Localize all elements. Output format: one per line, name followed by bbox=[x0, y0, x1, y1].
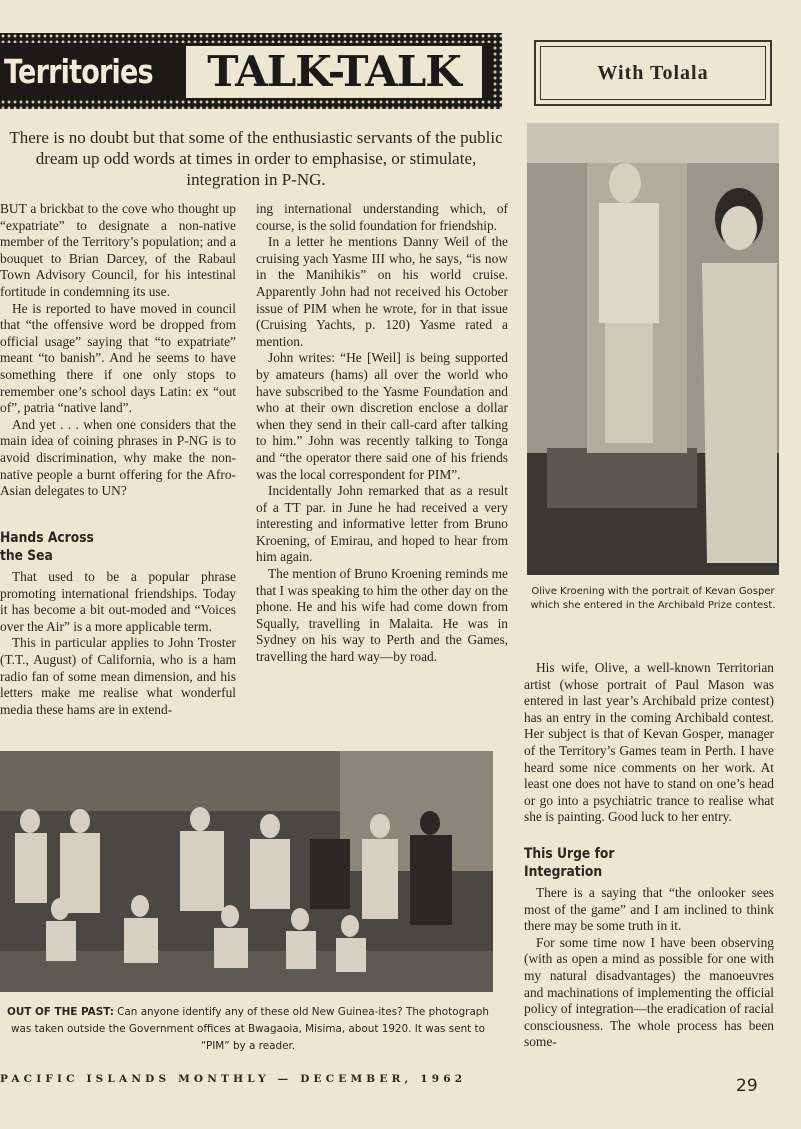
column-2 bbox=[256, 201, 508, 666]
page-number: 29 bbox=[736, 1076, 758, 1096]
column-3 bbox=[524, 660, 774, 826]
group-photo-caption bbox=[0, 1004, 496, 1055]
col1-paragraph: That used to be a popular phrase promoting international friendships. Today it has become a bit out-moded and “Voices over the Air” is a more applicable term. bbox=[0, 569, 236, 634]
col1-paragraph: He is reported to have moved in council that “the offensive word be dropped from official usage” saying that “to expatriate” meant “to banish”. And he seems to have something there if one only stops to remember one’s school days Latin: ex “out of”, patria “native land”. bbox=[0, 300, 236, 416]
col3-paragraph: His wife, Olive, a well-known Territorian artist (whose portrait of Paul Mason was entered in last year’s Archibald prize contest) has an entry in the coming Archibald contest. Her subject is that of Kevan Gosper, manager of the Territory’s Games team in Perth. I have heard some nice comments on her work. At least one does not have to stand on one’s head or go into a psychiatric trance to realise what she is painting. Good luck to her entry. bbox=[524, 660, 774, 825]
portrait-caption: Olive Kroening with the portrait of Kevan Gosper which she entered in the Archibald Prize contest. bbox=[530, 586, 776, 611]
col2-paragraph: Incidentally John remarked that as a result of a TT par. in June he had received a very interesting and informative letter from Bruno Kroening, of Emirau, and hoped to hear from him again. bbox=[256, 483, 508, 565]
caption-text: Can anyone identify any of these old New Guinea-ites? The photograph was taken outside the Government offices at Bwagaoia, Misima, about 1920. It was sent to “PIM” by a reader. bbox=[11, 1006, 489, 1052]
col1-paragraph: BUT a brickbat to the cove who thought up “expatriate” to designate a non-native member of the Territory’s population; and a bouquet to Brian Darcey, of the Rabaul Town Advisory Council, for his intestinal fortitude in condemning its use. bbox=[0, 201, 236, 299]
col3-paragraph: There is a saying that “the onlooker sees most of the game” and I am inclined to think there may be some truth in it. bbox=[524, 885, 774, 934]
col2-paragraph: ing international understanding which, of course, is the solid foundation for friendship. bbox=[256, 201, 508, 233]
caption-lead: OUT OF THE PAST: bbox=[6, 1006, 114, 1018]
column-3-lower bbox=[524, 885, 774, 1051]
footer-publication: PACIFIC ISLANDS MONTHLY — DECEMBER, 1962 bbox=[0, 1073, 467, 1085]
with-tolala-label: With Tolala bbox=[597, 62, 709, 84]
portrait-photo bbox=[527, 123, 779, 575]
territories-title: Territories bbox=[4, 52, 153, 91]
column-1 bbox=[0, 201, 236, 500]
column-1-lower bbox=[0, 569, 236, 718]
subheading-hands-across: Hands Across the Sea bbox=[0, 530, 94, 564]
intro-paragraph: There is no doubt but that some of the enthusiastic servants of the public dream up odd words at times in order to emphasise, or stimulate, integration in P-NG. bbox=[9, 128, 503, 189]
col2-paragraph: In a letter he mentions Danny Weil of the cruising yach Yasme III who, he says, “is now in the Manihikis” on his world cruise. Apparently John had not received his October issue of PIM when he wrote, for in that issue (Cruising Yachts, p. 120) Yasme rated a mention. bbox=[256, 234, 508, 349]
col3-paragraph: For some time now I have been observing (with as open a mind as possible for one with my natural disadvantages) the manoeuvres and machinations of implementing the official policy of integration—the eradication of racial consciousness. The whole process has been some- bbox=[524, 934, 774, 1050]
dotted-border-top bbox=[0, 33, 502, 43]
col2-paragraph: John writes: “He [Weil] is being supported by amateurs (hams) all over the world who have subscribed to the Yasme Foundation and who at their own discretion enclose a dollar when they send in their call-card after talking to him.” John was recently talking to Tonga and “the operator there said one of his friends was the local correspondent for PIM”. bbox=[256, 350, 508, 482]
dotted-border-right bbox=[492, 33, 502, 109]
talk-talk-title: TALK-TALK bbox=[186, 46, 482, 98]
col1-paragraph: And yet . . . when one considers that the main idea of coining phrases in P-NG is to avoid discrimination, why make the non-native people a burnt offering for the Afro-Asian delegates to UN? bbox=[0, 416, 236, 499]
col1-paragraph: This in particular applies to John Troster (T.T., August) of California, who is a ham radio fan of some mean dimension, and his letters make me realise what wonderful media these hams are in extend- bbox=[0, 635, 236, 717]
col2-paragraph: The mention of Bruno Kroening reminds me that I was speaking to him the other day on the phone. He and his wife had come down from Squally, travelling in Malaita. He was in Sydney on his way to Perth and the Games, travelling the hard way—by road. bbox=[256, 566, 508, 665]
group-photo bbox=[0, 751, 493, 992]
dotted-border-bottom bbox=[0, 99, 502, 109]
subheading-integration: This Urge for Integration bbox=[524, 846, 615, 880]
